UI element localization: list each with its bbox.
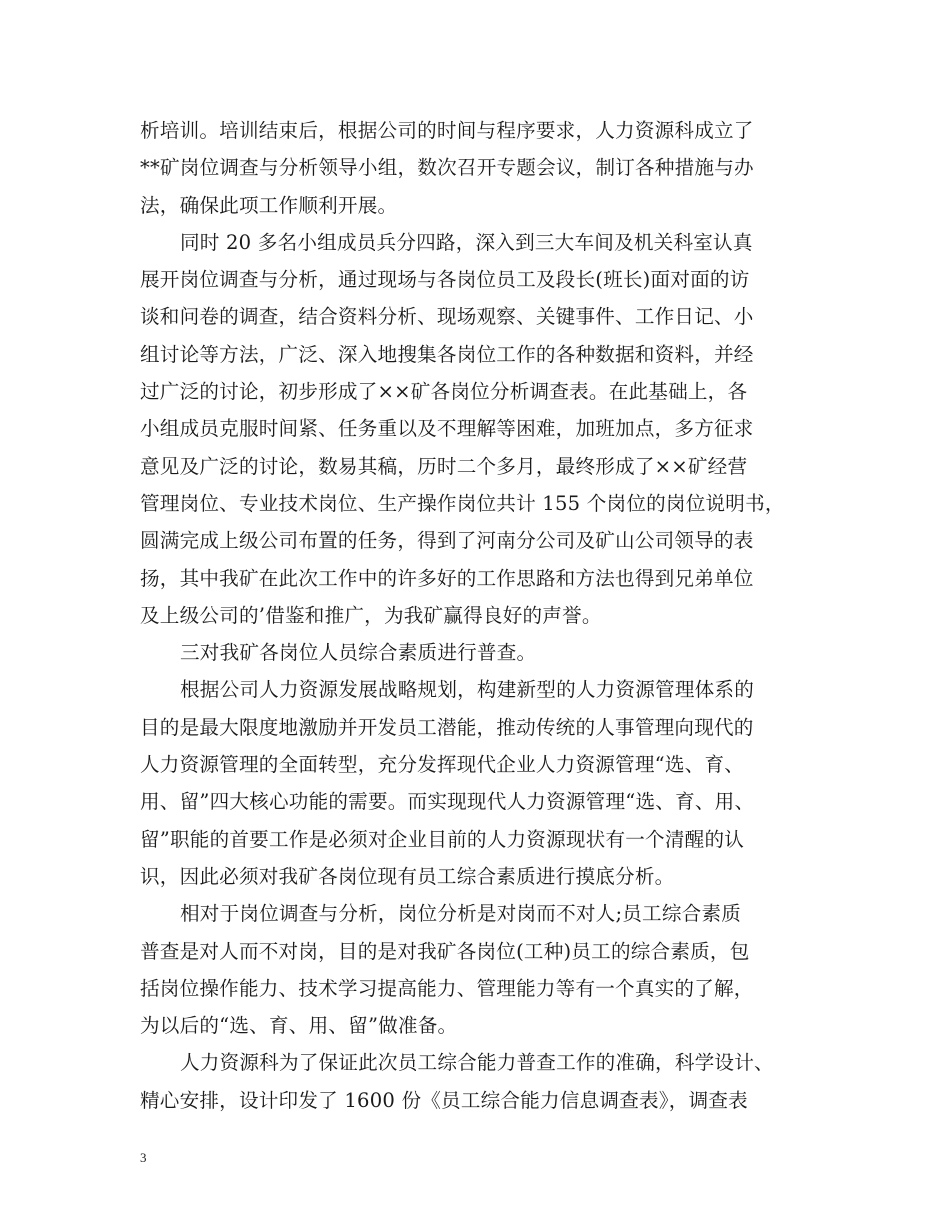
text-line: 括岗位操作能力、技术学习提高能力、管理能力等有一个真实的了解， xyxy=(140,976,754,1000)
text-line: **矿岗位调查与分析领导小组，数次召开专题会议，制订各种措施与办 xyxy=(140,156,754,180)
text-line: 组讨论等方法，广泛、深入地搜集各岗位工作的各种数据和资料，并经 xyxy=(140,342,754,366)
text-line: 人力资源科为了保证此次员工综合能力普查工作的准确，科学设计、 xyxy=(180,1051,774,1075)
page-number: 3 xyxy=(140,1150,147,1165)
text-line: 及上级公司的’借鉴和推广，为我矿赢得良好的声誉。 xyxy=(140,603,602,627)
text-line: 扬，其中我矿在此次工作中的许多好的工作思路和方法也得到兄弟单位 xyxy=(140,566,754,590)
text-line: 小组成员克服时间紧、任务重以及不理解等困难，加班加点，多方征求 xyxy=(140,417,754,441)
text-line: 意见及广泛的讨论，数易其稿，历时二个多月，最终形成了××矿经营 xyxy=(140,454,748,478)
text-line: 过广泛的讨论，初步形成了××矿各岗位分析调查表。在此基础上，各 xyxy=(140,380,748,404)
text-line: 普查是对人而不对岗，目的是对我矿各岗位(工种)员工的综合素质，包 xyxy=(140,939,750,963)
text-line: 根据公司人力资源发展战略规划，构建新型的人力资源管理体系的 xyxy=(180,678,755,702)
text-line: 人力资源管理的全面转型，充分发挥现代企业人力资源管理“选、育、 xyxy=(140,753,745,777)
text-line: 用、留”四大核心功能的需要。而实现现代人力资源管理“选、育、用、 xyxy=(140,790,755,814)
text-line: 目的是最大限度地激励并开发员工潜能，推动传统的人事管理向现代的 xyxy=(140,715,754,739)
text-line: 圆满完成上级公司布置的任务，得到了河南分公司及矿山公司领导的表 xyxy=(140,529,754,553)
text-line: 析培训。培训结束后，根据公司的时间与程序要求，人力资源科成立了 xyxy=(140,119,754,142)
text-line: 同时 20 多名小组成员兵分四路，深入到三大车间及机关科室认真 xyxy=(180,230,753,254)
text-line: 展开岗位调查与分析，通过现场与各岗位员工及段长(班长)面对面的访 xyxy=(140,268,750,292)
text-line: 识，因此必须对我矿各岗位现有员工综合素质进行摸底分析。 xyxy=(140,864,675,888)
text-line: 为以后的“选、育、用、留”做准备。 xyxy=(140,1014,458,1038)
text-line: 相对于岗位调查与分析，岗位分析是对岗而不对人;员工综合素质 xyxy=(180,902,742,926)
body-text xyxy=(140,112,830,1119)
text-line: 留”职能的首要工作是必须对企业目前的人力资源现状有一个清醒的认 xyxy=(140,827,745,851)
text-line: 管理岗位、专业技术岗位、生产操作岗位共计 155 个岗位的岗位说明书， xyxy=(140,491,785,515)
text-line: 法，确保此项工作顺利开展。 xyxy=(140,193,398,217)
text-line: 三对我矿各岗位人员综合素质进行普查。 xyxy=(180,641,537,665)
text-line: 谈和问卷的调查，结合资料分析、现场观察、关键事件、工作日记、小 xyxy=(140,305,754,329)
text-line: 精心安排，设计印发了 1600 份《员工综合能力信息调查表》，调查表 xyxy=(140,1088,748,1112)
